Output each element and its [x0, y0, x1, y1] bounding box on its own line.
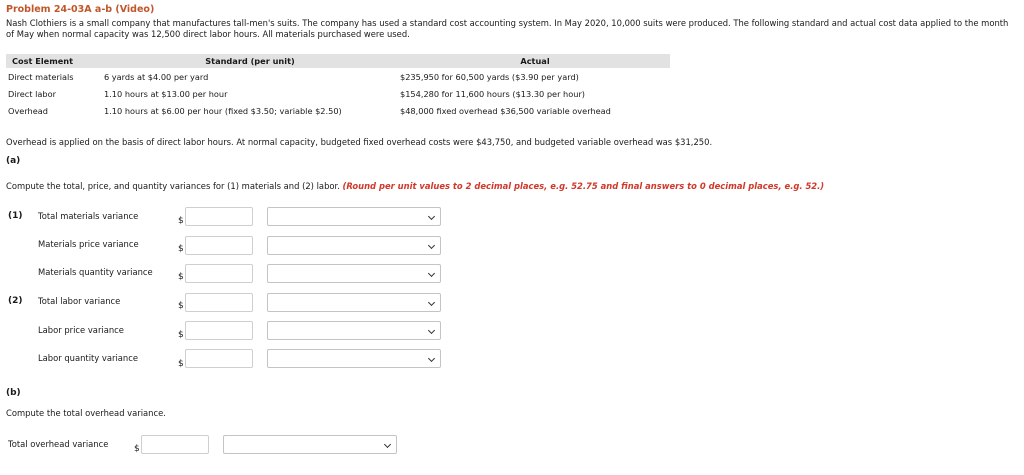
- overhead-note: Overhead is applied on the basis of direct labor hours. At normal capacity, budgeted fixed overhead costs were $43,750, and budgeted variable overhead was $31,250.: [6, 137, 713, 147]
- rounding-note: (Round per unit values to 2 decimal places, e.g. 52.75 and final answers to 0 decimal places, e.g. 52.): [342, 181, 825, 191]
- chevron-down-icon: [428, 299, 435, 306]
- materials-quantity-variance-select[interactable]: [267, 264, 441, 283]
- instruction-text: Compute the total, price, and quantity variances for (1) materials and (2) labor.: [6, 181, 340, 191]
- chevron-down-icon: [384, 441, 391, 448]
- currency-symbol: $: [178, 301, 184, 311]
- part-b-label: (b): [6, 388, 21, 398]
- problem-intro: Nash Clothiers is a small company that manufactures tall-men's suits. The company has used a standard cost accounting system. In May 2020, 10,000 suits were produced. The following standard and actual cost data applied to the month of May when normal capacity was 12,500 direct labor hours. All materials purchased were used.: [6, 18, 1009, 39]
- cell-element: Direct materials: [8, 71, 74, 82]
- part-b-instruction: Compute the total overhead variance.: [6, 408, 166, 418]
- cell-standard: 6 yards at $4.00 per yard: [104, 71, 209, 82]
- cell-element: Overhead: [8, 105, 48, 116]
- total-materials-variance-input[interactable]: [185, 207, 253, 226]
- labor-price-variance-select[interactable]: [267, 321, 441, 340]
- table-row: [6, 102, 670, 119]
- total-labor-variance-input[interactable]: [185, 293, 253, 312]
- cell-standard: 1.10 hours at $13.00 per hour: [104, 88, 228, 99]
- materials-quantity-variance-input[interactable]: [185, 264, 253, 283]
- labor-quantity-variance-input[interactable]: [185, 349, 253, 368]
- labor-price-variance-label: Labor price variance: [38, 325, 124, 335]
- chevron-down-icon: [428, 242, 435, 249]
- labor-quantity-variance-select[interactable]: [267, 349, 441, 368]
- chevron-down-icon: [428, 327, 435, 334]
- cell-actual: $48,000 fixed overhead $36,500 variable overhead: [400, 105, 611, 116]
- currency-symbol: $: [178, 272, 184, 282]
- total-labor-variance-label: Total labor variance: [38, 296, 121, 306]
- group-1-number: (1): [8, 211, 23, 221]
- total-overhead-variance-label: Total overhead variance: [8, 439, 109, 449]
- cell-element: Direct labor: [8, 88, 56, 99]
- part-a-label: (a): [6, 156, 21, 166]
- cost-table: [6, 54, 670, 119]
- materials-price-variance-select[interactable]: [267, 236, 441, 255]
- table-row: [6, 68, 670, 85]
- part-a-instruction: [6, 181, 824, 191]
- currency-symbol: $: [134, 444, 140, 454]
- header-cost-element: Cost Element: [6, 54, 100, 68]
- materials-price-variance-label: Materials price variance: [38, 239, 139, 249]
- header-actual: Actual: [400, 54, 670, 68]
- materials-quantity-variance-label: Materials quantity variance: [38, 267, 153, 277]
- currency-symbol: $: [178, 244, 184, 254]
- chevron-down-icon: [428, 213, 435, 220]
- cost-table-header: [6, 54, 670, 68]
- group-2-number: (2): [8, 296, 23, 306]
- total-labor-variance-select[interactable]: [267, 293, 441, 312]
- problem-title: Problem 24-03A a-b (Video): [6, 4, 155, 15]
- total-materials-variance-label: Total materials variance: [38, 211, 139, 221]
- cell-actual: $154,280 for 11,600 hours ($13.30 per hour): [400, 88, 585, 99]
- currency-symbol: $: [178, 330, 184, 340]
- currency-symbol: $: [178, 216, 184, 226]
- chevron-down-icon: [428, 270, 435, 277]
- header-standard: Standard (per unit): [100, 54, 400, 68]
- currency-symbol: $: [178, 359, 184, 369]
- cell-standard: 1.10 hours at $6.00 per hour (fixed $3.50; variable $2.50): [104, 105, 342, 116]
- total-materials-variance-select[interactable]: [267, 207, 441, 226]
- cell-actual: $235,950 for 60,500 yards ($3.90 per yard): [400, 71, 579, 82]
- labor-price-variance-input[interactable]: [185, 321, 253, 340]
- total-overhead-variance-select[interactable]: [223, 435, 397, 454]
- chevron-down-icon: [428, 355, 435, 362]
- labor-quantity-variance-label: Labor quantity variance: [38, 353, 138, 363]
- table-row: [6, 85, 670, 102]
- materials-price-variance-input[interactable]: [185, 236, 253, 255]
- total-overhead-variance-input[interactable]: [141, 435, 209, 454]
